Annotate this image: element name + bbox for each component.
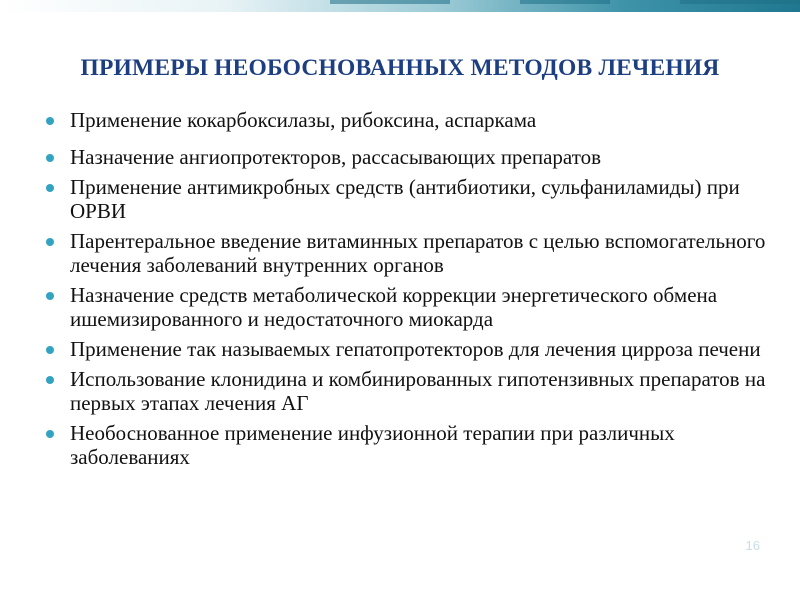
slide-title: ПРИМЕРЫ НЕОБОСНОВАННЫХ МЕТОДОВ ЛЕЧЕНИЯ — [80, 55, 720, 81]
bullet-text: Применение так называемых гепатопротекторов для лечения цирроза печени — [70, 337, 761, 361]
bullet-text: Назначение ангиопротекторов, рассасывающих препаратов — [70, 145, 602, 169]
bullet-dot-icon — [46, 184, 54, 192]
bullet-dot-icon — [46, 238, 54, 246]
bullet-item — [45, 145, 785, 169]
bullet-text: Применение кокарбоксилазы, рибоксина, аспаркама — [70, 108, 537, 132]
bullet-item — [45, 367, 785, 415]
bullet-item — [45, 421, 785, 469]
bullet-dot-icon — [46, 346, 54, 354]
bullet-text: Применение антимикробных средств (антибиотики, сульфаниламиды) при ОРВИ — [70, 175, 740, 223]
bullet-text: Назначение средств метаболической коррекции энергетического обмена ишемизированного и недостаточного миокарда — [70, 283, 718, 331]
bullet-dot-icon — [46, 430, 54, 438]
bullet-dot-icon — [46, 117, 54, 125]
band-segment — [520, 0, 610, 4]
bullet-item — [45, 229, 785, 277]
bullet-item — [45, 283, 785, 331]
bullet-dot-icon — [46, 376, 54, 384]
bullet-text: Использование клонидина и комбинированных гипотензивных препаратов на первых этапах лечения АГ — [70, 367, 766, 415]
bullet-dot-icon — [46, 154, 54, 162]
bullet-list — [45, 108, 785, 475]
bullet-item — [45, 108, 785, 132]
band-segment — [680, 0, 800, 4]
bullet-dot-icon — [46, 292, 54, 300]
bullet-item — [45, 337, 785, 361]
header-decorative-band — [0, 0, 800, 12]
bullet-item — [45, 175, 785, 223]
band-segment — [330, 0, 450, 4]
bullet-text: Парентеральное введение витаминных препаратов с целью вспомогательного лечения заболеваний внутренних органов — [70, 229, 766, 277]
page-number: 16 — [745, 538, 760, 553]
bullet-text: Необоснованное применение инфузионной терапии при различных заболеваниях — [70, 421, 675, 469]
